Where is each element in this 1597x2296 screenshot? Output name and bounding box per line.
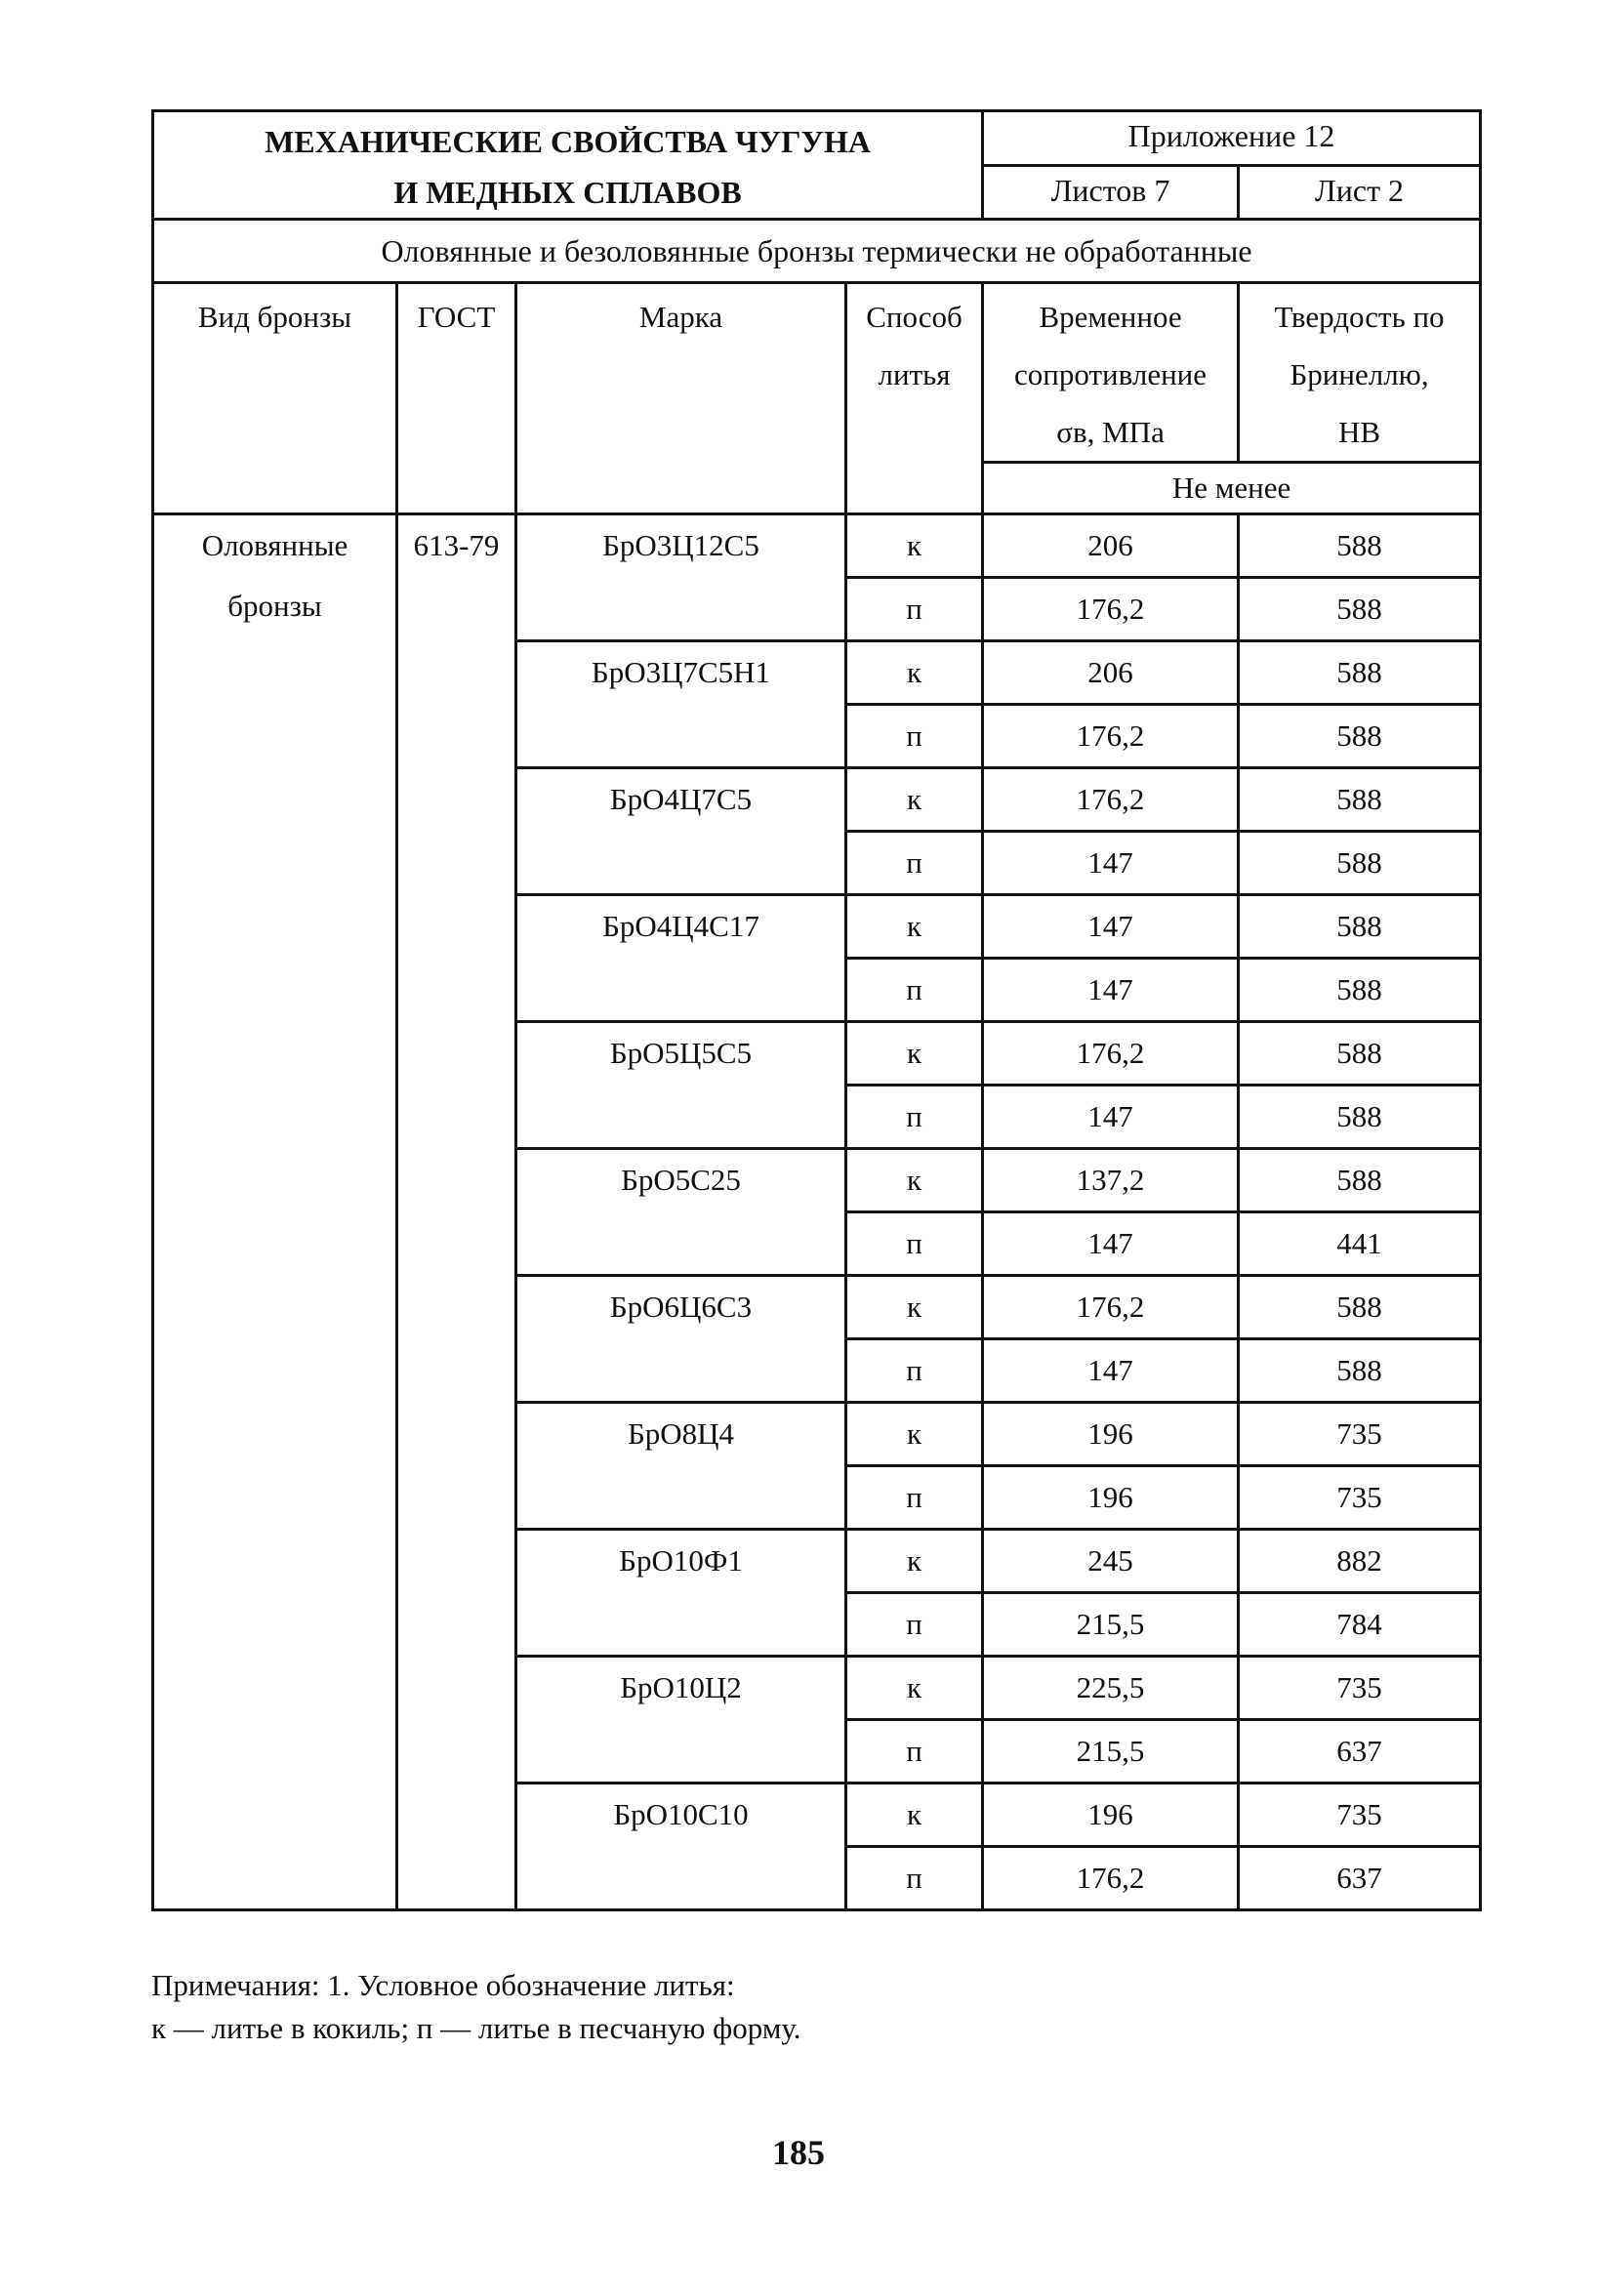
- page-number: 185: [772, 2133, 825, 2172]
- strength-cell: 215,5: [983, 1720, 1239, 1784]
- col-type: [153, 283, 397, 514]
- hardness-cell: 588: [1239, 1086, 1481, 1149]
- bronze-type-line-2: бронзы: [227, 589, 322, 623]
- method-cell: п: [846, 578, 983, 641]
- gost-cell: 613-79: [397, 514, 516, 1910]
- hardness-cell: 588: [1239, 1022, 1481, 1086]
- col-strength-label-3: σв, МПа: [1056, 415, 1165, 449]
- strength-cell: 245: [983, 1530, 1239, 1593]
- hardness-cell: 588: [1239, 1149, 1481, 1212]
- strength-cell: 196: [983, 1403, 1239, 1466]
- hardness-cell: 441: [1239, 1212, 1481, 1276]
- grade-cell: БрО10Ц2: [516, 1657, 846, 1784]
- strength-cell: 137,2: [983, 1149, 1239, 1212]
- grade-cell: БрО4Ц7С5: [516, 768, 846, 895]
- hardness-cell: 588: [1239, 895, 1481, 959]
- col-hardness: [1239, 283, 1481, 463]
- strength-cell: 147: [983, 959, 1239, 1022]
- hardness-cell: 588: [1239, 768, 1481, 832]
- method-cell: п: [846, 959, 983, 1022]
- hardness-cell: 588: [1239, 959, 1481, 1022]
- grade-cell: БрО3Ц7С5Н1: [516, 641, 846, 768]
- strength-cell: 176,2: [983, 578, 1239, 641]
- method-cell: к: [846, 1657, 983, 1720]
- sheet-number: Лист 2: [1239, 165, 1481, 220]
- col-gost-label: ГОСТ: [417, 300, 496, 334]
- method-cell: п: [846, 1339, 983, 1403]
- table-subtitle: Оловянные и безоловянные бронзы термически не обработанные: [153, 220, 1481, 283]
- hardness-cell: 588: [1239, 514, 1481, 578]
- method-cell: п: [846, 1847, 983, 1910]
- hardness-cell: 588: [1239, 1339, 1481, 1403]
- method-cell: к: [846, 1149, 983, 1212]
- strength-cell: 147: [983, 1212, 1239, 1276]
- table-row: [153, 514, 1481, 578]
- col-grade-label: Марка: [638, 300, 723, 334]
- strength-cell: 206: [983, 641, 1239, 705]
- grade-cell: БрО10Ф1: [516, 1530, 846, 1657]
- method-cell: п: [846, 832, 983, 895]
- strength-cell: 196: [983, 1466, 1239, 1530]
- bronze-type-line-1: Оловянные: [201, 528, 348, 562]
- grade-cell: БрО8Ц4: [516, 1403, 846, 1530]
- hardness-cell: 784: [1239, 1593, 1481, 1657]
- sheets-total: Листов 7: [983, 165, 1239, 220]
- column-header-row: [153, 283, 1481, 463]
- hardness-cell: 637: [1239, 1720, 1481, 1784]
- col-hardness-label-3: НВ: [1338, 415, 1381, 449]
- bronze-type-cell: [153, 514, 397, 1910]
- col-method-label-1: Способ: [866, 300, 962, 334]
- document-page: [151, 109, 1479, 1911]
- grade-cell: БрО10С10: [516, 1784, 846, 1910]
- grade-cell: БрО5С25: [516, 1149, 846, 1276]
- method-cell: к: [846, 1276, 983, 1339]
- method-cell: п: [846, 1212, 983, 1276]
- method-cell: к: [846, 1403, 983, 1466]
- col-hardness-label-1: Твердость по: [1274, 300, 1445, 334]
- method-cell: к: [846, 768, 983, 832]
- grade-cell: БрО6Ц6С3: [516, 1276, 846, 1403]
- header-row-1: [153, 111, 1481, 166]
- method-cell: п: [846, 1466, 983, 1530]
- col-strength-label-2: сопротивление: [1014, 357, 1208, 391]
- hardness-cell: 588: [1239, 832, 1481, 895]
- grade-cell: БрО5Ц5С5: [516, 1022, 846, 1149]
- strength-cell: 176,2: [983, 1022, 1239, 1086]
- strength-cell: 147: [983, 1339, 1239, 1403]
- strength-cell: 147: [983, 895, 1239, 959]
- strength-cell: 176,2: [983, 705, 1239, 768]
- method-cell: к: [846, 641, 983, 705]
- appendix-label: Приложение 12: [983, 111, 1481, 166]
- method-cell: к: [846, 1530, 983, 1593]
- grade-cell: БрО4Ц4С17: [516, 895, 846, 1022]
- strength-cell: 176,2: [983, 768, 1239, 832]
- title-line-1: МЕХАНИЧЕСКИЕ СВОЙСТВА ЧУГУНА: [265, 124, 871, 159]
- method-cell: п: [846, 1086, 983, 1149]
- col-method: [846, 283, 983, 514]
- hardness-cell: 588: [1239, 1276, 1481, 1339]
- title-line-2: И МЕДНЫХ СПЛАВОВ: [393, 175, 742, 210]
- method-cell: к: [846, 895, 983, 959]
- strength-cell: 176,2: [983, 1276, 1239, 1339]
- document-title: [153, 111, 983, 220]
- col-strength-label-1: Временное: [1039, 300, 1182, 334]
- hardness-cell: 588: [1239, 641, 1481, 705]
- col-gost: [397, 283, 516, 514]
- method-cell: к: [846, 514, 983, 578]
- hardness-cell: 637: [1239, 1847, 1481, 1910]
- col-type-label: Вид бронзы: [197, 300, 352, 334]
- strength-cell: 147: [983, 832, 1239, 895]
- strength-cell: 196: [983, 1784, 1239, 1847]
- hardness-cell: 588: [1239, 705, 1481, 768]
- col-grade: [516, 283, 846, 514]
- notes: [151, 1964, 801, 2050]
- method-cell: п: [846, 1593, 983, 1657]
- grade-cell: БрО3Ц12С5: [516, 514, 846, 641]
- method-cell: п: [846, 705, 983, 768]
- hardness-cell: 882: [1239, 1530, 1481, 1593]
- properties-table: [151, 109, 1482, 1911]
- hardness-cell: 735: [1239, 1784, 1481, 1847]
- hardness-cell: 735: [1239, 1403, 1481, 1466]
- col-strength: [983, 283, 1239, 463]
- strength-cell: 225,5: [983, 1657, 1239, 1720]
- hardness-cell: 735: [1239, 1657, 1481, 1720]
- strength-cell: 176,2: [983, 1847, 1239, 1910]
- strength-cell: 215,5: [983, 1593, 1239, 1657]
- strength-cell: 147: [983, 1086, 1239, 1149]
- strength-cell: 206: [983, 514, 1239, 578]
- subtitle-row: [153, 220, 1481, 283]
- hardness-cell: 735: [1239, 1466, 1481, 1530]
- method-cell: к: [846, 1784, 983, 1847]
- method-cell: к: [846, 1022, 983, 1086]
- notes-line-2: к — литье в кокиль; п — литье в песчаную форму.: [151, 2011, 801, 2045]
- not-less-label: Не менее: [983, 463, 1481, 514]
- col-method-label-2: литья: [878, 357, 951, 391]
- notes-line-1: Примечания: 1. Условное обозначение литья:: [151, 1968, 735, 2002]
- method-cell: п: [846, 1720, 983, 1784]
- col-hardness-label-2: Бринеллю,: [1290, 357, 1429, 391]
- hardness-cell: 588: [1239, 578, 1481, 641]
